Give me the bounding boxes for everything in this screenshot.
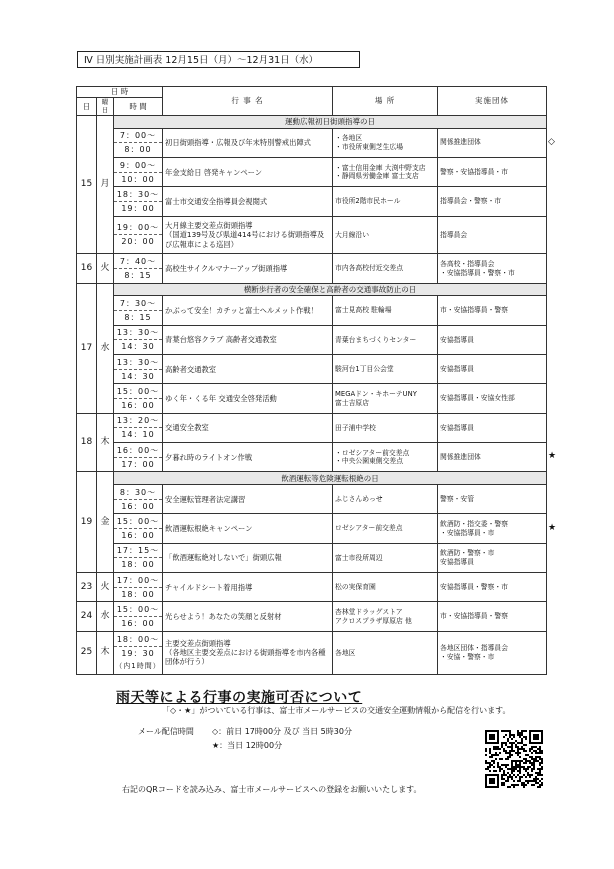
header-place: 場 所 [333,87,438,116]
date-cell: 24 [77,602,97,631]
table-row [77,216,547,254]
end-time: 14：30 [114,369,162,383]
time-cell [114,543,163,572]
place-cell: 各地区 [333,631,438,674]
end-time: 16：00 [114,528,162,542]
place-cell: 松の実保育園 [333,573,438,602]
start-time: 18：00～ [116,634,160,644]
page-title: Ⅳ 日別実施計画表 12月15日（月）～12月31日（水） [77,51,360,68]
time-cell [114,384,163,413]
event-cell: 高校生サイクルマナーアップ街頭指導 [163,254,333,283]
place-cell: 富士見高校 駐輪場 [333,296,438,325]
event-cell: 安全運転管理者法定講習 [163,485,333,514]
date-cell: 25 [77,631,97,674]
place-cell: 市内各高校付近交差点 [333,254,438,283]
end-time: 8：15 [114,310,162,324]
mail-time-star: ★：当日 12時00分 [212,741,283,750]
mail-time-diamond: ◇：前日 17時00分 及び 当日 5時30分 [212,727,352,736]
start-time: 7：00～ [119,131,157,141]
end-time: 16：00 [114,499,162,513]
end-time: 16：00 [114,398,162,412]
start-time: 9：00～ [119,160,157,170]
weekday-cell: 月 [97,115,114,253]
org-cell: 安協指導員・安協女性部 [438,384,547,413]
event-cell: 主要交差点街頭指導 （各地区主要交差点における街頭指導を市内各種団体が行う） [163,631,333,674]
place-cell: 田子浦中学校 [333,413,438,442]
time-cell [114,355,163,384]
org-cell: 各地区団体・指導員会 ・安協・警察・市 [438,631,547,674]
table-row [77,187,547,216]
header-weekday: 曜日 [97,97,114,115]
event-cell: 飲酒運転根絶キャンペーン [163,514,333,543]
start-time: 7：40～ [119,257,157,267]
event-cell: 高齢者交通教室 [163,355,333,384]
end-time: 8：15 [114,268,162,282]
org-cell: 安協指導員・警察・市 [438,573,547,602]
end-time: 16：00 [114,616,162,630]
table-row [77,443,547,472]
org-cell: 安協指導員 [438,325,547,354]
org-cell: 市・安協指導員・警察 [438,602,547,631]
weekday-cell: 木 [97,413,114,472]
place-cell: 杏林堂ドラッグストア アクロスプラザ厚原店 他 [333,602,438,631]
table-row [77,254,547,283]
table-row [77,413,547,442]
table-row [77,631,547,674]
end-time: 14：10 [114,427,162,441]
table-row [77,602,547,631]
time-cell [114,254,163,283]
weekday-cell: 水 [97,602,114,631]
start-time: 15：00～ [116,387,160,397]
start-time: 13：30～ [116,357,160,367]
end-time: 20：00 [114,234,162,248]
time-cell [114,602,163,631]
time-cell [114,296,163,325]
time-cell [114,443,163,472]
table-row [77,543,547,572]
place-cell: 青葉台まちづくりセンター [333,325,438,354]
org-cell: 関係推進団体 [438,443,547,472]
time-cell [114,325,163,354]
header-day-time: 日 時 [77,87,163,98]
time-cell [114,413,163,442]
table-row [77,355,547,384]
notice-title: 雨天等による行事の実施可否について [116,690,363,706]
table-row [77,514,547,543]
notice-line: 「◇・★」がついている行事は、富士市メールサービスの交通安全運動情報から配信を行います。 [162,706,511,715]
end-time: 17：00 [114,457,162,471]
end-time: 18：00 [114,557,162,571]
event-cell: 交通安全教室 [163,413,333,442]
schedule-table [76,86,547,675]
event-cell: 大月線主要交差点街頭指導 （国道139号及び県道414号における街頭指導及び広報車による巡回） [163,216,333,254]
place-cell: ・富士信用金庫 大渕中野支店 ・静岡県労働金庫 富士支店 [333,157,438,186]
mail-time-label: メール配信時間 [138,727,194,736]
date-cell: 16 [77,254,97,283]
table-row [77,325,547,354]
end-time: 14：30 [114,339,162,353]
table-row [77,485,547,514]
table-row [77,157,547,186]
start-time: 18：30～ [116,189,160,199]
weekday-cell: 火 [97,573,114,602]
section-heading: 横断歩行者の安全確保と高齢者の交通事故防止の日 [114,283,547,296]
start-time: 17：15～ [116,546,160,556]
start-time: 17：00～ [116,575,160,585]
event-cell: 夕暮れ時のライトオン作戦 [163,443,333,472]
table-row [77,296,547,325]
start-time: 8：30～ [119,487,157,497]
start-time: 19：00～ [116,223,160,233]
org-cell: 飲酒防・指交委・警察 ・安協指導員・市 [438,514,547,543]
place-cell: 駿河台1丁目公会堂 [333,355,438,384]
start-time: 15：00～ [116,517,160,527]
star-mark-icon: ★ [548,451,557,462]
start-time: 15：00～ [116,605,160,615]
org-cell: 安協指導員 [438,413,547,442]
date-cell: 23 [77,573,97,602]
place-cell: 大月線沿い [333,216,438,254]
event-cell: ゆく年・くる年 交通安全啓発活動 [163,384,333,413]
org-cell: 関係推進団体 [438,128,547,157]
table-row [77,384,547,413]
time-note: （内1時間） [115,661,161,670]
time-cell [114,157,163,186]
date-cell: 17 [77,283,97,413]
time-cell [114,573,163,602]
header-event: 行 事 名 [163,87,333,116]
event-cell: 青葉台悠容クラブ 高齢者交通教室 [163,325,333,354]
time-cell [114,514,163,543]
org-cell: 警察・安協指導員・市 [438,157,547,186]
diamond-mark-icon: ◇ [548,136,555,147]
event-cell: 初日街頭指導・広報及び年末特別警戒出陣式 [163,128,333,157]
org-cell: 飲酒防・警察・市 安協指導員 [438,543,547,572]
time-cell [114,216,163,254]
start-time: 16：00～ [116,445,160,455]
time-cell [114,631,163,674]
place-cell: ふじさんめっせ [333,485,438,514]
org-cell: 指導員会 [438,216,547,254]
star-mark-icon: ★ [548,522,557,533]
start-time: 13：20～ [116,416,160,426]
place-cell: 市役所2階市民ホール [333,187,438,216]
end-time: 18：00 [114,587,162,601]
end-time: 19：00 [114,201,162,215]
table-row [77,128,547,157]
section-heading: 運動広報初日街頭指導の日 [114,115,547,128]
time-cell [114,128,163,157]
end-time: 19：30 [114,646,162,660]
weekday-cell: 水 [97,283,114,413]
start-time: 7：30～ [119,298,157,308]
header-org: 実施団体 [438,87,547,116]
date-cell: 15 [77,115,97,253]
org-cell: 指導員会・警察・市 [438,187,547,216]
event-cell: かぶって安全！カチッと富士ヘルメット作戦！ [163,296,333,325]
time-cell [114,187,163,216]
place-cell: MEGAドン・キホーテUNY 富士吉原店 [333,384,438,413]
time-cell [114,485,163,514]
table-row [77,573,547,602]
place-cell: ・ロゼシアター前交差点 ・中央公園東側交差点 [333,443,438,472]
org-cell: 各高校・指導員会 ・安協指導員・警察・市 [438,254,547,283]
end-time: 10：00 [114,172,162,186]
qr-code-icon[interactable] [485,730,543,788]
weekday-cell: 火 [97,254,114,283]
weekday-cell: 金 [97,472,114,573]
org-cell: 市・安協指導員・警察 [438,296,547,325]
start-time: 13：30～ [116,328,160,338]
event-cell: 光らせよう！あなたの笑顔と反射材 [163,602,333,631]
end-time: 8：00 [114,142,162,156]
place-cell: ・各地区 ・市役所東側芝生広場 [333,128,438,157]
header-date: 日 [77,97,97,115]
section-heading: 飲酒運転等危険運転根絶の日 [114,472,547,485]
event-cell: 年金支給日 啓発キャンペーン [163,157,333,186]
event-cell: 「飲酒運転絶対しないで」街頭広報 [163,543,333,572]
header-time: 時 間 [114,97,163,115]
place-cell: 富士市役所周辺 [333,543,438,572]
org-cell: 安協指導員 [438,355,547,384]
org-cell: 警察・安管 [438,485,547,514]
place-cell: ロゼシアター前交差点 [333,514,438,543]
date-cell: 18 [77,413,97,472]
date-cell: 19 [77,472,97,573]
event-cell: チャイルドシート着用指導 [163,573,333,602]
event-cell: 富士市交通安全指導員会視閲式 [163,187,333,216]
footer-note: 右記のQRコードを読み込み、富士市メールサービスへの登録をお願いいたします。 [122,785,422,794]
weekday-cell: 木 [97,631,114,674]
